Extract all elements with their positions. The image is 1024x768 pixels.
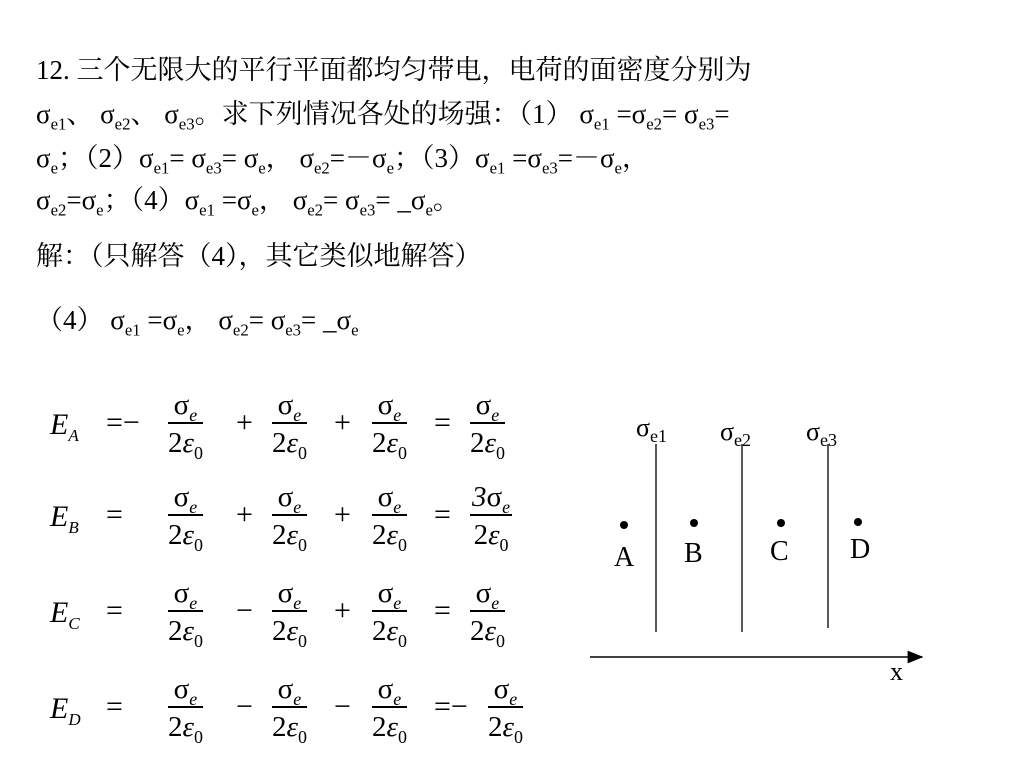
point-a-label: A [614,542,635,573]
plane-label-3: $\sigma_{e3}$ [806,417,838,450]
equation-fraction: $\sigma_e$ $2\varepsilon_0$ [372,389,407,463]
problem-line-4: $\sigma_{e2}=\sigma_e$；$(4)\sigma_{e1} =\sigma_e$， $\sigma_{e2}= \sigma_{e3}=$ $\_\sigma_e$。 [36,185,460,220]
equation-operator: − [236,690,253,723]
equation-operator: = [434,594,451,627]
equation-operator: = [434,498,451,531]
equation-fraction: $\sigma_e$ $2\varepsilon_0$ [272,389,307,463]
equation-operator: − [236,594,253,627]
equation-fraction: $\sigma_e$ $2\varepsilon_0$ [272,577,307,651]
equation-operator: =− [106,406,140,439]
equation-fraction: $\sigma_e$ $2\varepsilon_0$ [168,389,203,463]
equation-operator: = [106,594,123,627]
equation-operator: − [334,690,351,723]
solution-case: （4） $\sigma_{e1} =\sigma_e$， $\sigma_{e2}= \sigma_{e3}=$ $\_\sigma_e$ [36,305,359,340]
problem-line-3: $\sigma_e$；$(2)\sigma_{e1}= \sigma_{e3}= \sigma_e$， $\sigma_{e2}=-\sigma_e$；$(3)\sigma_{e1} =\sigma_{e3}=-\sigma_e$， [36,143,649,178]
point-d-dot [854,518,862,526]
equation-fraction: $\sigma_e$ $2\varepsilon_0$ [372,577,407,651]
point-d-label: D [850,534,871,565]
problem-line-1: 12. 三个无限大的平行平面都均匀带电，电荷的面密度分别为 [36,55,752,85]
point-b-label: B [684,538,703,569]
point-c-dot [777,519,785,527]
equation-result-fraction: $\sigma_e$ $2\varepsilon_0$ [470,389,505,463]
equation-fraction: $\sigma_e$ $2\varepsilon_0$ [168,673,203,747]
equation-operator: = [106,690,123,723]
equation-result-fraction: $\sigma_e$ $2\varepsilon_0$ [488,673,523,747]
equation-fraction: $\sigma_e$ $2\varepsilon_0$ [168,577,203,651]
plane-label-1: $\sigma_{e1}$ [636,413,668,446]
equation-fraction: $\sigma_e$ $2\varepsilon_0$ [168,481,203,555]
equation-lhs: $E_A$ [50,408,79,445]
equation-operator: = [106,498,123,531]
equation-fraction: $\sigma_e$ $2\varepsilon_0$ [372,481,407,555]
equation-lhs: $E_D$ [50,692,81,729]
point-a-dot [620,521,628,529]
equation-operator: + [334,406,351,439]
point-b-dot [690,519,698,527]
equation-lhs: $E_B$ [50,500,79,537]
equation-operator: + [236,498,253,531]
equation-fraction: $\sigma_e$ $2\varepsilon_0$ [372,673,407,747]
equation-lhs: $E_C$ [50,596,80,633]
equation-operator: = [434,406,451,439]
equation-fraction: $\sigma_e$ $2\varepsilon_0$ [272,481,307,555]
solution-intro: 解：（只解答（4），其它类似地解答） [36,241,482,271]
problem-line-2: $\sigma_{e1}$、 $\sigma_{e2}$、 $\sigma_{e3}$。求下列情况各处的场强：（1） $\sigma_{e1} =\sigma_{e2}= \sigma_{e3}=$ [36,99,730,134]
plane-label-2: $\sigma_{e2}$ [720,417,752,450]
equation-fraction: $\sigma_e$ $2\varepsilon_0$ [272,673,307,747]
equation-operator: =− [434,690,468,723]
equation-operator: + [334,594,351,627]
equation-operator: + [334,498,351,531]
point-c-label: C [770,536,789,567]
equation-operator: + [236,406,253,439]
x-axis-label: x [890,657,903,686]
equation-result-fraction: $\sigma_e$ $2\varepsilon_0$ [470,577,505,651]
equation-result-fraction: $3\sigma_e$ $2\varepsilon_0$ [472,481,511,555]
